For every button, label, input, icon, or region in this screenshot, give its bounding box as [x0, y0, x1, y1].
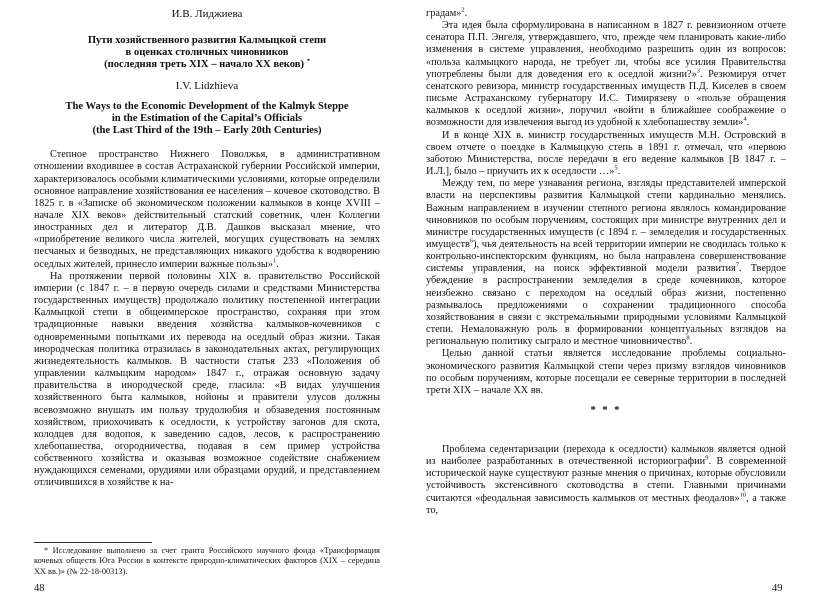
footnote-ref[interactable]: 9 — [705, 454, 709, 462]
title-en — [34, 101, 380, 138]
body-paragraph: Эта идея была сформулирована в написанном в 1827 г. ревизионном отчете сенатора П.П. Энгеля, утверждавшего, что, прежде чем планировать какие-либо изменения в системе управления, необходимо разрешить один из вопросов: «польза калмыцкого народа, не требует ли, чтобы все усилия Правительства употреблены были для доведения его к оседлой жизни?»$^3$. Резюмируя отчет сенатского ревизора, министр государственных имуществ П.Д. Киселев в своем письме Астраханскому губернатору И.С. Тимирязеву о «пользе обращения калмыков к оседлой жизни», поручил «войти в ближайшее соображение о возможности для извлечения выгод из удобной к хлебопашеству земли»$^4$. — [426, 20, 786, 129]
page-number: 48 — [34, 583, 45, 594]
body-paragraph: На протяжении первой половины XIX в. правительство Российской империи (с 1847 г. – в первую очередь силами и средствами Министерства государственных имуществ) продолжало политику постепенной интеграции Калмыцкой степи в общеимперское пространство, сохраняя при этом традиционные навыки введения хозяйства калмыков-кочевников с одновременными попытками их перевода на оседлый образ жизни. Такая инородческая политика отразилась в законодательных актах, регулирующих жизнедеятельность калмыков. В частности статья 233 «Положения об управлении калмыцким народом» 1847 г., отражая основную задачу правительства в инородческой среде, гласила: «В видах улучшения хозяйственного быта калмыков, нойоны и правители улусов должны всевозможно внушать им пользу трудолюбия и обзаведения постоянным хозяйством, приохочивать к оседлости, к устройству загонов для скота, колодцев для водопоя, к заведению садов, лесов, к распространению хлебопашества, огородничества, подавая в сем пример устройства собственного хозяйства и оказывая возможное содействие снабжением нуждающихся семенами, орудиями или образцами орудий, и представлением отличившихся в хозяйстве к на- — [34, 270, 380, 489]
body-paragraph: Целью данной статьи является исследование проблемы социально-экономического развития Калмыцкой степи через призму взглядов чиновников по особым поручениям, которые посещали ее северные территории в последней трети XIX – начале XX вв. — [426, 348, 786, 396]
title-footnote-mark: * — [306, 57, 310, 65]
title-ru-line-1: Пути хозяйственного развития Калмыцкой степи — [87, 35, 327, 46]
footnote-ref[interactable]: 1 — [272, 257, 277, 265]
title-ru — [34, 35, 380, 72]
footnote-ref[interactable]: 3 — [696, 67, 700, 75]
footnote-ref[interactable]: 5 — [614, 164, 618, 172]
title-ru-line-3: (последняя треть XIX – начало XX веков) * — [104, 57, 310, 71]
footnote-ref[interactable]: 2 — [461, 6, 465, 14]
right-column — [426, 8, 786, 517]
title-en-line-1: The Ways to the Economic Development of the Kalmyk Steppe — [65, 100, 349, 112]
body-paragraph: Между тем, по мере узнавания региона, взгляды представителей имперской власти на перспективы развития Калмыцкой степи кардинально менялись. Важным направлением в изучении степного региона являлось командирование чиновников по особым поручениям, состоящих при министре внутренних дел и министре государственных имуществ (с 1894 г. – земледелия и государственных имуществ$^6$), чья деятельность на всей территории империи не сводилась только к контрольно-инспекторским функциям, но была направлена совершенствование системы управления, на поиск эффективной модели развития$^7$. Твердое убеждение в распространении земледелия в среде кочевников, которое неизбежно связано с переходом на оседлый образ жизни, постепенно размывалось предложениями о сохранении традиционного способа хозяйствования в связи с экстремальными природными условиями Калмыцкой степи. Немаловажную роль в формировании концептуальных взглядов на региональную политику сыграло и местное чиновничество$^8$. — [426, 178, 786, 348]
footnote-ref[interactable]: 8 — [686, 334, 690, 342]
section-divider-stars: * * * — [590, 405, 622, 416]
footnote: * Исследование выполнено за счет гранта Российского научного фонда «Трансформация кочевых обществ Юга России в контексте природно-климатических факторов (XIX – середина XX вв.)» (№ 22-18-00313). — [34, 546, 380, 576]
page-number: 49 — [772, 583, 783, 594]
body-paragraph: Степное пространство Нижнего Поволжья, в административном отношении входившее в состав Астраханской губернии Российской империи, характеризовалось особыми климатическими условиями, которые определили основное направление хозяйствования ее населения – кочевое скотоводство. В 1825 г. в «Записке об экономическом положении калмыков в конце XVIII – начале XIX веков» действительный статский советник, член Коллегии иностранных дел и литератор Д.В. Дашков высказал мнение, что «приобретение великого числа жителей, могущих существовать на землях песчаных и безводных, не представляющих никакого удобства к водворению оседлых жителей, принесло империи важные пользы»$^1$. — [34, 149, 380, 270]
right-page — [410, 0, 820, 609]
body-paragraph: И в конце XIX в. министр государственных имуществ М.Н. Островский в своем отчете о поездке в Калмыцкую степь в 1891 г. отмечал, что «первою заботою Министерства, после передачи в его ведение калмыков [В 1847 г. – И.Л.], было – приучить их к оседлости …»$^5$. — [426, 129, 786, 178]
title-en-line-3: (the Last Third of the 19th – Early 20th Centuries) — [92, 125, 322, 137]
footnote-ref[interactable]: 4 — [743, 115, 747, 123]
title-ru-line-2: в оценках столичных чиновников — [125, 47, 289, 59]
footnote-rule — [34, 542, 152, 543]
body-paragraph: Проблема седентаризации (перехода к оседлости) калмыков является одной из наиболее разработанных в отечественной историографии$^9$. В современной исторической науке существуют разные мнения о причинах, которые обусловили устойчивость экстенсивного скотоводства в степи. Главными причинами считаются «феодальная зависимость калмыков от местных феодалов»$^{10}$, а также то, — [426, 444, 787, 516]
body-paragraph: градам»$^2$. — [426, 6, 468, 19]
title-en-line-2: in the Estimation of the Capital’s Officials — [111, 112, 303, 124]
author-ru: И.В. Лиджиева — [171, 8, 243, 20]
footnote-ref[interactable]: 10 — [739, 491, 747, 499]
left-column — [34, 8, 380, 490]
author-en: I.V. Lidzhieva — [175, 79, 239, 92]
footnote-ref[interactable]: 6 — [469, 237, 474, 245]
footnote-ref[interactable]: 7 — [735, 261, 740, 269]
